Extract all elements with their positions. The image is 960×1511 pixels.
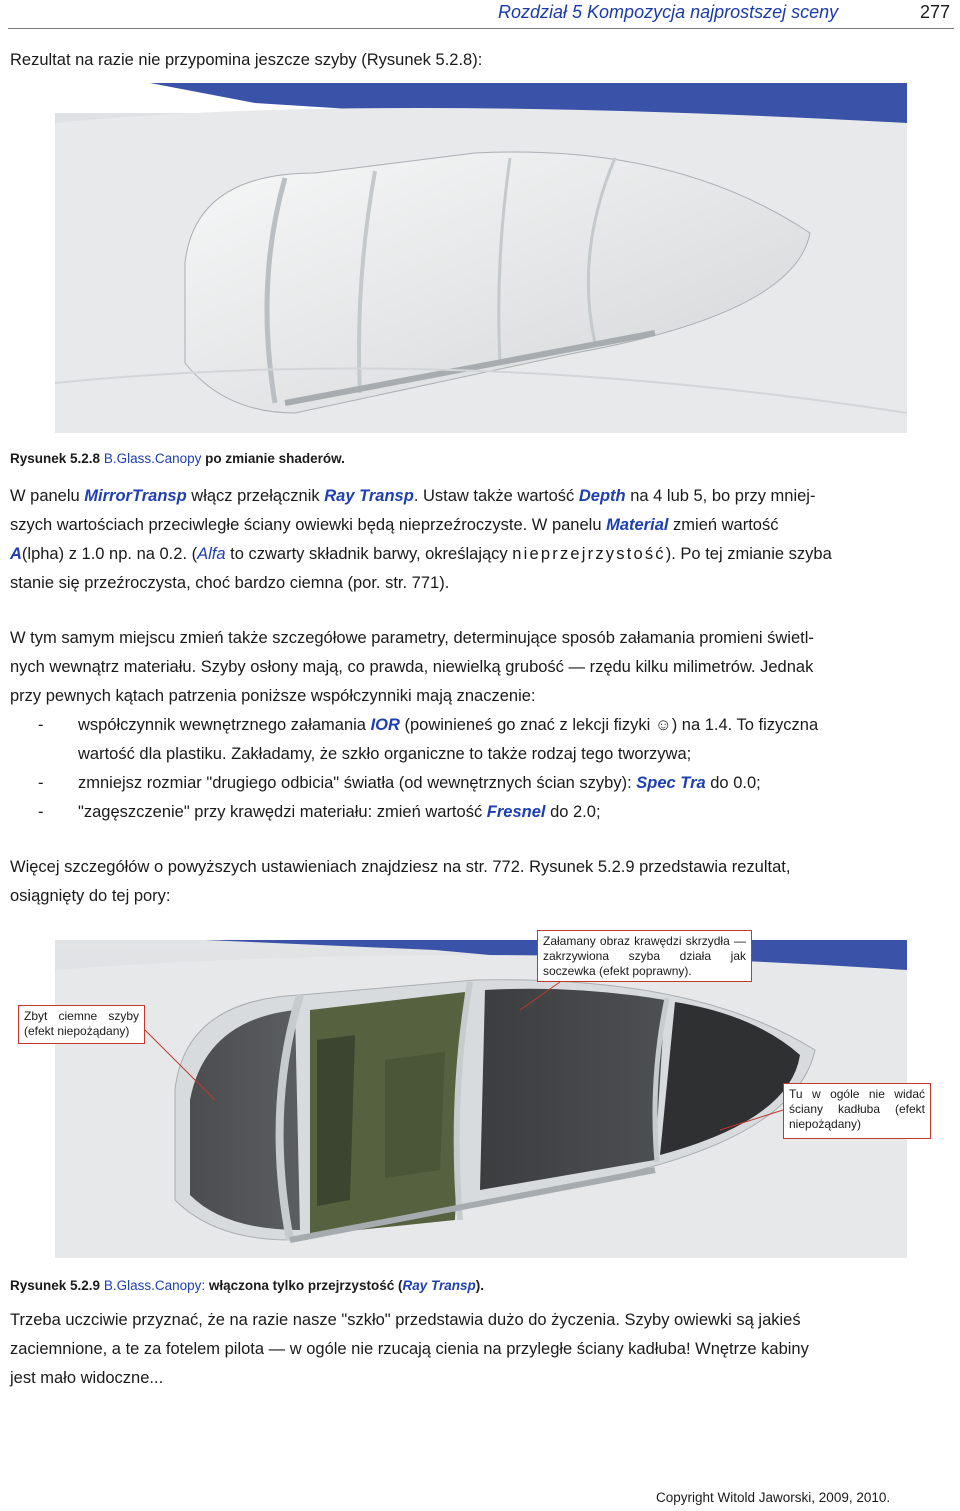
paragraph-refraction: W tym samym miejscu zmień także szczegółowe parametry, determinujące sposób załamania promieni świetl- nych wewnątrz materiału. Szyby osłony mają, co prawda, niewielką grubość — rzędu kilku milimetrów. Jednak przy pewnych kątach patrzenia poniższe współczynniki mają znaczenie:: [10, 629, 814, 705]
annotation-refraction-correct: Załamany obraz krawędzi skrzydła — zakrzywiona szyba działa jak soczewka (efekt poprawny).: [537, 930, 752, 982]
annotation-dark-glass: Zbyt ciemne szyby (efekt niepożądany): [18, 1005, 145, 1044]
page-number: 277: [920, 2, 951, 22]
paragraph-conclusion: Trzeba uczciwie przyznać, że na razie nasze "szkło" przedstawia dużo do życzenia. Szyby owiewki są jakieś zaciemnione, a te za fotelem pilota — w ogóle nie rzucają cienia na przyległe ściany kadłuba! Wnętrze kabiny jest mało widoczne...: [10, 1311, 809, 1387]
paragraph-mirrortransp: W panelu MirrorTransp włącz przełącznik Ray Transp. Ustaw także wartość Depth na 4 lub 5, bo przy mniej- szych wartościach przeciwległe ściany owiewki będą nieprzeźroczyste. W panelu Material zmień wartość A(lpha) z 1.0 np. na 0.2. (Alfa to czwarty składnik barwy, określający nieprzejrzystość). Po tej zmianie szyba stanie się przeźroczysta, choć bardzo ciemna (por. str. 771).: [10, 487, 832, 592]
annotation-fuselage-missing: Tu w ogóle nie widać ściany kadłuba (efekt niepożądany): [783, 1083, 931, 1139]
copyright-footer: Copyright Witold Jaworski, 2009, 2010.: [656, 1490, 891, 1505]
intro-paragraph: Rezultat na razie nie przypomina jeszcze szyby (Rysunek 5.2.8):: [10, 51, 483, 69]
figure-5-2-9-caption: Rysunek 5.2.9 B.Glass.Canopy: włączona tylko przejrzystość (Ray Transp).: [10, 1278, 484, 1293]
list-item-fresnel: - "zagęszczenie" przy krawędzi materiału: zmień wartość Fresnel do 2.0;: [38, 803, 601, 821]
list-item-spec-tra: - zmniejsz rozmiar "drugiego odbicia" światła (od wewnętrznych ścian szyby): Spec Tra do 0.0;: [38, 774, 761, 792]
chapter-title: Rozdział 5 Kompozycja najprostszej sceny: [498, 2, 839, 22]
figure-5-2-8-caption: Rysunek 5.2.8 B.Glass.Canopy po zmianie shaderów.: [10, 451, 345, 466]
paragraph-details: Więcej szczegółów o powyższych ustawieniach znajdziesz na str. 772. Rysunek 5.2.9 przedstawia rezultat, osiągnięty do tej pory:: [10, 858, 791, 905]
list-item-ior: - współczynnik wewnętrznego załamania IOR (powinieneś go znać z lekcji fizyki ☺) na 1.4. To fizyczna wartość dla plastiku. Zakładamy, że szkło organiczne to także rodzaj tego tworzywa;: [38, 716, 819, 763]
